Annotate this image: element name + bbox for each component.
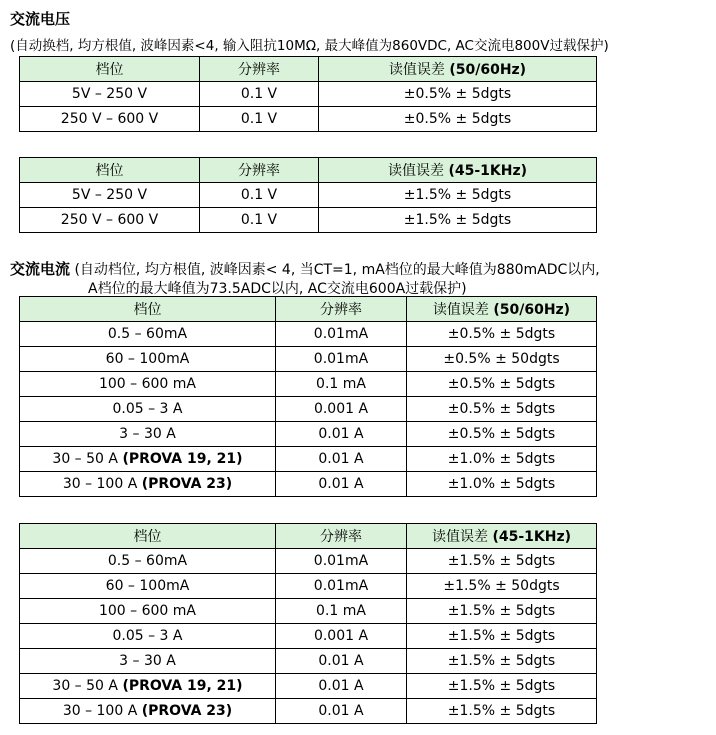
col-header-range: 档位	[20, 158, 200, 183]
ac-current-table-50-60hz	[19, 296, 597, 497]
resolution-cell: 0.1 mA	[276, 599, 407, 624]
accuracy-cell: ±1.5% ± 5dgts	[407, 699, 597, 724]
resolution-cell: 0.01 A	[276, 472, 407, 497]
ac-current-heading	[10, 258, 600, 279]
accuracy-cell: ±1.0% ± 5dgts	[407, 447, 597, 472]
ac-voltage-note: (自动换档, 均方根值, 波峰因素<4, 输入阻抗10MΩ, 最大峰值为860VDC, AC交流电800V过载保护)	[10, 38, 609, 54]
accuracy-cell: ±0.5% ± 5dgts	[407, 372, 597, 397]
col-header-accuracy: 读值误差 (45-1KHz)	[319, 158, 597, 183]
range-cell: 60 – 100mA	[20, 574, 276, 599]
col-header-range: 档位	[20, 297, 276, 322]
ac-current-table-45-1khz	[19, 523, 597, 724]
resolution-cell: 0.01mA	[276, 347, 407, 372]
range-cell: 0.05 – 3 A	[20, 624, 276, 649]
table-row	[20, 472, 597, 497]
accuracy-cell: ±1.5% ± 5dgts	[407, 649, 597, 674]
range-cell: 60 – 100mA	[20, 347, 276, 372]
ac-current-title: 交流电流	[10, 260, 71, 278]
accuracy-cell: ±1.5% ± 50dgts	[407, 574, 597, 599]
accuracy-cell: ±1.5% ± 5dgts	[407, 674, 597, 699]
range-cell: 3 – 30 A	[20, 649, 276, 674]
ac-voltage-title: 交流电压	[10, 10, 71, 28]
range-cell: 0.5 – 60mA	[20, 322, 276, 347]
range-cell: 250 V – 600 V	[20, 107, 200, 132]
resolution-cell: 0.01 A	[276, 649, 407, 674]
resolution-cell: 0.01mA	[276, 549, 407, 574]
range-cell: 3 – 30 A	[20, 422, 276, 447]
col-header-range: 档位	[20, 57, 200, 82]
ac-voltage-table-45-1khz	[19, 157, 597, 233]
table-row	[20, 397, 597, 422]
col-header-resolution: 分辨率	[276, 297, 407, 322]
accuracy-cell: ±0.5% ± 5dgts	[319, 107, 597, 132]
range-cell: 30 – 100 A (PROVA 23)	[20, 699, 276, 724]
table-row	[20, 183, 597, 208]
table-header-row	[20, 297, 597, 322]
resolution-cell: 0.1 V	[200, 183, 319, 208]
col-header-accuracy: 读值误差 (45-1KHz)	[407, 524, 597, 549]
table-row	[20, 422, 597, 447]
resolution-cell: 0.01mA	[276, 322, 407, 347]
range-cell: 0.5 – 60mA	[20, 549, 276, 574]
accuracy-cell: ±1.5% ± 5dgts	[407, 599, 597, 624]
table-row	[20, 322, 597, 347]
resolution-cell: 0.01mA	[276, 574, 407, 599]
resolution-cell: 0.01 A	[276, 699, 407, 724]
accuracy-cell: ±1.5% ± 5dgts	[319, 183, 597, 208]
table-row	[20, 574, 597, 599]
accuracy-cell: ±1.0% ± 5dgts	[407, 472, 597, 497]
range-cell: 5V – 250 V	[20, 183, 200, 208]
ac-current-note-line1: (自动档位, 均方根值, 波峰因素< 4, 当CT=1, mA档位的最大峰值为880mADC以内,	[70, 262, 600, 278]
table-row	[20, 549, 597, 574]
table-row	[20, 82, 597, 107]
range-cell: 100 – 600 mA	[20, 372, 276, 397]
table-row	[20, 447, 597, 472]
col-header-accuracy: 读值误差 (50/60Hz)	[319, 57, 597, 82]
range-cell: 250 V – 600 V	[20, 208, 200, 233]
table-header-row	[20, 158, 597, 183]
table-row	[20, 107, 597, 132]
accuracy-cell: ±1.5% ± 5dgts	[407, 549, 597, 574]
table-header-row	[20, 57, 597, 82]
resolution-cell: 0.01 A	[276, 674, 407, 699]
col-header-accuracy: 读值误差 (50/60Hz)	[407, 297, 597, 322]
range-cell: 30 – 50 A (PROVA 19, 21)	[20, 447, 276, 472]
col-header-resolution: 分辨率	[200, 57, 319, 82]
table-row	[20, 624, 597, 649]
table-row	[20, 372, 597, 397]
range-cell: 5V – 250 V	[20, 82, 200, 107]
table-row	[20, 674, 597, 699]
accuracy-cell: ±0.5% ± 5dgts	[407, 322, 597, 347]
table-row	[20, 599, 597, 624]
table-row	[20, 347, 597, 372]
col-header-range: 档位	[20, 524, 276, 549]
resolution-cell: 0.1 V	[200, 107, 319, 132]
table-row	[20, 699, 597, 724]
accuracy-cell: ±1.5% ± 5dgts	[407, 624, 597, 649]
col-header-resolution: 分辨率	[200, 158, 319, 183]
ac-current-note-line2: A档位的最大峰值为73.5ADC以内, AC交流电600A过载保护)	[88, 281, 467, 297]
range-cell: 30 – 100 A (PROVA 23)	[20, 472, 276, 497]
accuracy-cell: ±0.5% ± 5dgts	[407, 397, 597, 422]
table-header-row	[20, 524, 597, 549]
table-row	[20, 208, 597, 233]
accuracy-cell: ±0.5% ± 50dgts	[407, 347, 597, 372]
resolution-cell: 0.1 V	[200, 82, 319, 107]
resolution-cell: 0.001 A	[276, 624, 407, 649]
accuracy-cell: ±0.5% ± 5dgts	[407, 422, 597, 447]
table-row	[20, 649, 597, 674]
resolution-cell: 0.1 mA	[276, 372, 407, 397]
resolution-cell: 0.001 A	[276, 397, 407, 422]
range-cell: 100 – 600 mA	[20, 599, 276, 624]
resolution-cell: 0.1 V	[200, 208, 319, 233]
resolution-cell: 0.01 A	[276, 447, 407, 472]
range-cell: 0.05 – 3 A	[20, 397, 276, 422]
resolution-cell: 0.01 A	[276, 422, 407, 447]
col-header-resolution: 分辨率	[276, 524, 407, 549]
accuracy-cell: ±0.5% ± 5dgts	[319, 82, 597, 107]
range-cell: 30 – 50 A (PROVA 19, 21)	[20, 674, 276, 699]
ac-voltage-table-50-60hz	[19, 56, 597, 132]
accuracy-cell: ±1.5% ± 5dgts	[319, 208, 597, 233]
